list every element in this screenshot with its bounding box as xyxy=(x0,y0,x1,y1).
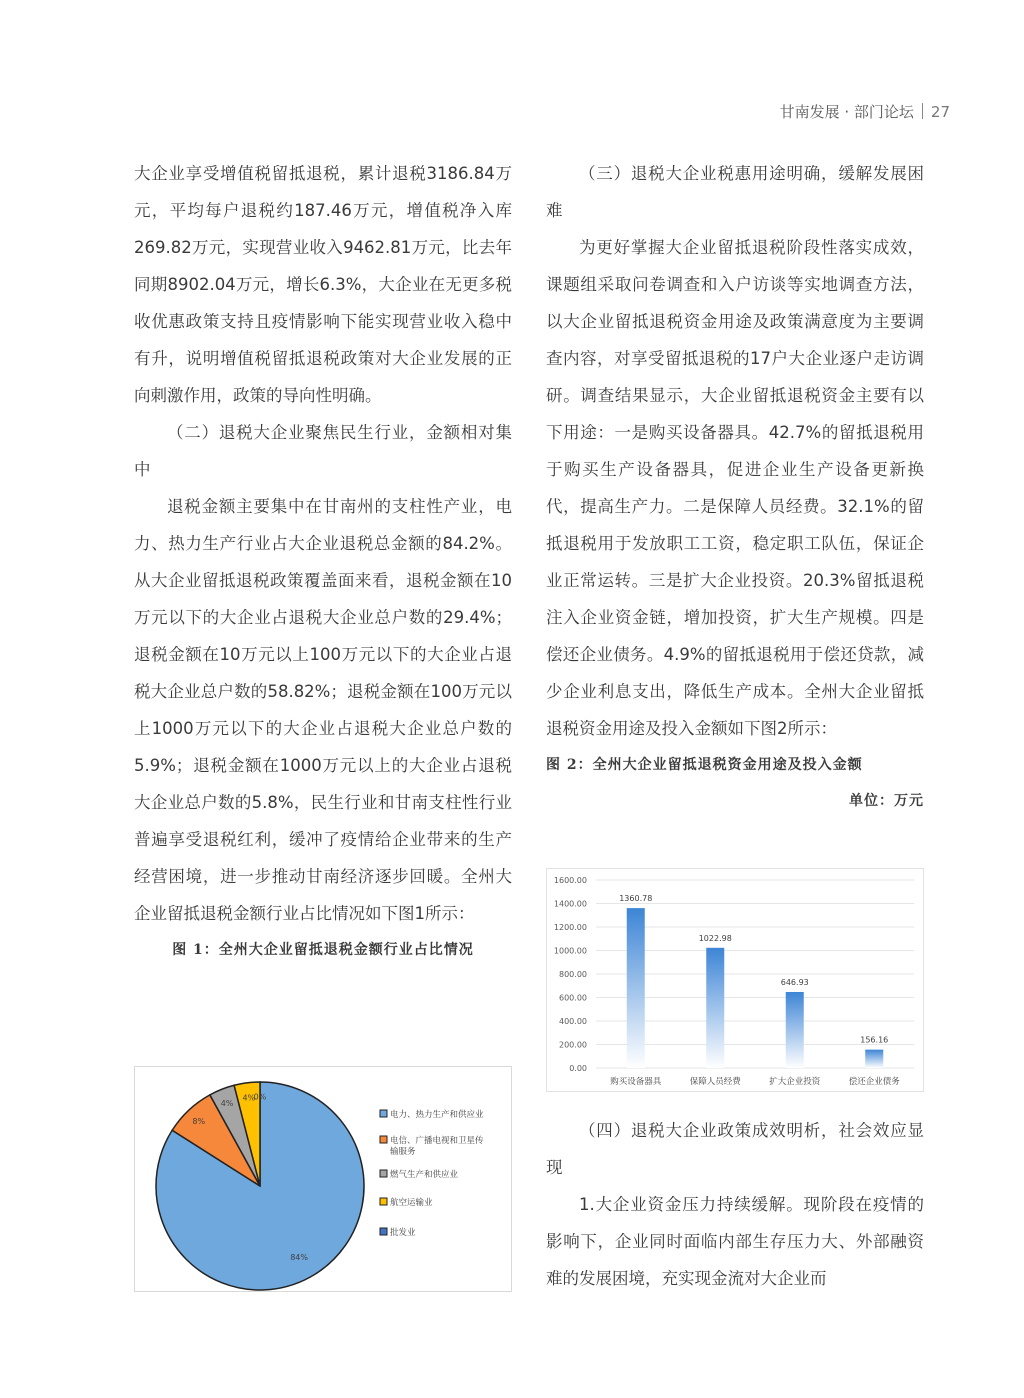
legend-label-line-1: 电信、广播电视和卫星传 xyxy=(390,1136,484,1146)
right-column-lower xyxy=(546,1112,924,1297)
y-tick-label-7: 1400.00 xyxy=(553,899,587,909)
y-tick-label-0: 0.00 xyxy=(569,1064,587,1073)
y-tick-label-4: 800.00 xyxy=(559,970,587,979)
figure-2-bar-chart xyxy=(546,868,924,1092)
figure-2-unit: 单位：万元 xyxy=(849,793,924,809)
legend-label-2: 燃气生产和供应业 xyxy=(390,1170,459,1180)
y-tick-label-3: 600.00 xyxy=(559,993,587,1003)
page-number: 27 xyxy=(930,103,950,121)
x-tick-label-0: 购买设备器具 xyxy=(610,1077,662,1087)
pie-slice-label-3: 4% xyxy=(242,1093,256,1103)
section-heading-4: （四）退税大企业政策成效明析，社会效应显现 xyxy=(546,1121,924,1177)
legend-label-3: 航空运输业 xyxy=(390,1198,433,1208)
paragraph-4: 1.大企业资金压力持续缓解。现阶段在疫情的影响下，企业同时面临内部生存压力大、外部融资难的发展困境，充实现金流对大企业而 xyxy=(546,1195,924,1288)
legend-swatch-3 xyxy=(380,1198,387,1205)
pie-slice-label-0: 84% xyxy=(290,1253,308,1263)
bar-value-label-2: 646.93 xyxy=(780,977,809,987)
bar-value-label-0: 1360.78 xyxy=(619,894,653,904)
legend-label-line-2: 输服务 xyxy=(390,1147,416,1157)
figure-1-caption: 图 1：全州大企业留抵退税金额行业占比情况 xyxy=(172,942,474,958)
right-column xyxy=(546,155,924,819)
left-column xyxy=(134,155,512,968)
legend-label-4: 批发业 xyxy=(390,1228,416,1238)
figure-1-pie-chart xyxy=(134,1066,512,1292)
legend-swatch-2 xyxy=(380,1170,387,1177)
y-tick-label-8: 1600.00 xyxy=(553,876,587,885)
pie-slice-label-4: 0% xyxy=(253,1092,267,1102)
header-divider xyxy=(922,103,923,119)
y-tick-label-1: 200.00 xyxy=(559,1040,587,1050)
x-tick-label-2: 扩大企业投资 xyxy=(769,1077,821,1087)
x-tick-label-1: 保障人员经费 xyxy=(689,1077,741,1087)
bar-1 xyxy=(706,948,724,1068)
journal-title: 甘南发展 · 部门论坛 xyxy=(779,103,914,121)
section-heading-3: （三）退税大企业税惠用途明确，缓解发展困难 xyxy=(546,164,924,220)
paragraph-3: 为更好掌握大企业留抵退税阶段性落实成效，课题组采取问卷调查和入户访谈等实地调查方法，以大企业留抵退税资金用途及政策满意度为主要调查内容，对享受留抵退税的17户大企业逐户走访调研。调查结果显示，大企业留抵退税资金主要有以下用途：一是购买设备器具。42.7%的留抵退税用于购买生产设备器具，促进企业生产设备更新换代，提高生产力。二是保障人员经费。32.1%的留抵退税用于发放职工工资，稳定职工队伍，保证企业正常运转。三是扩大企业投资。20.3%留抵退税注入企业资金链，增加投资，扩大生产规模。四是偿还企业债务。4.9%的留抵退税用于偿还贷款，减少企业利息支出，降低生产成本。全州大企业留抵退税资金用途及投入金额如下图2所示： xyxy=(546,238,924,738)
legend-label-0: 电力、热力生产和供应业 xyxy=(390,1110,484,1120)
y-tick-label-6: 1200.00 xyxy=(553,923,587,932)
bar-3 xyxy=(865,1050,883,1068)
legend-swatch-0 xyxy=(380,1110,387,1117)
bar-value-label-1: 1022.98 xyxy=(698,933,732,943)
bar-chart-svg xyxy=(546,868,924,1092)
bar-2 xyxy=(786,992,804,1068)
legend-swatch-1 xyxy=(380,1136,387,1143)
bar-0 xyxy=(627,908,645,1068)
section-heading-2: （二）退税大企业聚焦民生行业，金额相对集中 xyxy=(134,423,512,479)
paragraph-2: 退税金额主要集中在甘南州的支柱性产业，电力、热力生产行业占大企业退税总金额的84.2%。从大企业留抵退税政策覆盖面来看，退税金额在10万元以下的大企业占退税大企业总户数的29.4%；退税金额在10万元以上100万元以下的大企业占退税大企业总户数的58.82%；退税金额在100万元以上1000万元以下的大企业占退税大企业总户数的5.9%；退税金额在1000万元以上的大企业占退税大企业总户数的5.8%，民生行业和甘南支柱性行业普遍享受退税红利，缓冲了疫情给企业带来的生产经营困境，进一步推动甘南经济逐步回暖。全州大企业留抵退税金额行业占比情况如下图1所示： xyxy=(134,497,512,923)
paragraph-1: 大企业享受增值税留抵退税，累计退税3186.84万元，平均每户退税约187.46万元，增值税净入库269.82万元，实现营业收入9462.81万元，比去年同期8902.04万元，增长6.3%，大企业在无更多税收优惠政策支持且疫情影响下能实现营业收入稳中有升，说明增值税留抵退税政策对大企业发展的正向刺激作用，政策的导向性明确。 xyxy=(134,164,512,405)
running-header xyxy=(780,101,950,122)
x-tick-label-3: 偿还企业债务 xyxy=(848,1077,900,1087)
bar-value-label-3: 156.16 xyxy=(860,1035,889,1045)
legend-swatch-4 xyxy=(380,1228,387,1235)
pie-slice-label-2: 4% xyxy=(220,1098,234,1108)
figure-2-caption: 图 2：全州大企业留抵退税资金用途及投入金额 xyxy=(546,757,863,773)
y-tick-label-2: 400.00 xyxy=(559,1017,587,1026)
pie-chart-svg xyxy=(134,1066,512,1292)
y-tick-label-5: 1000.00 xyxy=(553,946,587,956)
pie-slice-label-1: 8% xyxy=(192,1116,206,1126)
